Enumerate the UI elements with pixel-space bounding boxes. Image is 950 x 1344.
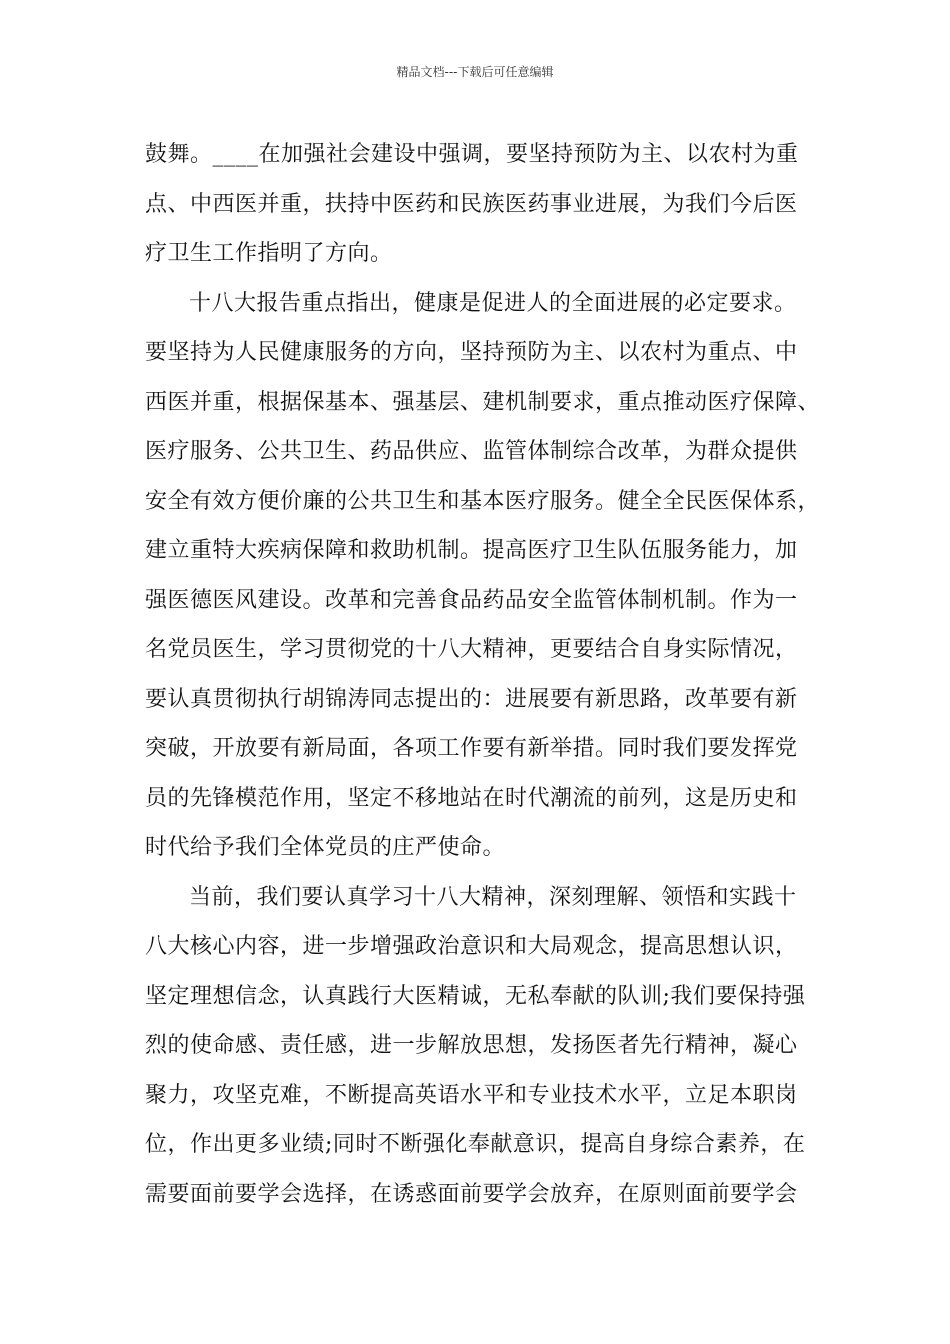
text-line: 要认真贯彻执行胡锦涛同志提出的：进展要有新思路，改革要有新	[145, 686, 798, 712]
text-line: 建立重特大疾病保障和救助机制。提高医疗卫生队伍服务能力，加	[145, 538, 798, 563]
text-line: 坚定理想信念，认真践行大医精诚，无私奉献的队训;我们要保持强	[145, 983, 806, 1009]
paragraph-1	[145, 130, 825, 279]
paragraph-2	[145, 279, 825, 873]
text-line: 十八大报告重点指出，健康是促进人的全面进展的必定要求。	[189, 290, 797, 316]
text-line: 西医并重，根据保基本、强基层、建机制要求，重点推动医疗保障、	[145, 389, 821, 415]
text-line: 员的先锋模范作用，坚定不移地站在时代潮流的前列，这是历史和	[145, 785, 798, 811]
text-line: 聚力，攻坚克难，不断提高英语水平和专业技术水平，立足本职岗	[145, 1082, 798, 1108]
text-line: 需要面前要学会选择，在诱惑面前要学会放弃，在原则面前要学会	[145, 1181, 798, 1207]
text-line: 烈的使命感、责任感，进一步解放思想，发扬医者先行精神，凝心	[145, 1033, 798, 1058]
text-line: 八大核心内容，进一步增强政治意识和大局观念，提高思想认识，	[145, 934, 798, 959]
text-line: 名党员医生，学习贯彻党的十八大精神，更要结合自身实际情况，	[145, 637, 798, 662]
text-line: 当前，我们要认真学习十八大精神，深刻理解、领悟和实践十	[189, 884, 797, 910]
text-line: 强医德医风建设。改革和完善食品药品安全监管体制机制。作为一	[145, 587, 798, 613]
page-header: 精品文档---下载后可任意编辑	[396, 65, 554, 79]
text-line: 疗卫生工作指明了方向。	[145, 241, 393, 266]
document-body	[145, 130, 825, 1219]
text-line: 点、中西医并重，扶持中医药和民族医药事业进展，为我们今后医	[145, 191, 798, 217]
text-line: 要坚持为人民健康服务的方向，坚持预防为主、以农村为重点、中	[145, 340, 798, 365]
paragraph-3	[145, 873, 825, 1220]
text-line: 医疗服务、公共卫生、药品供应、监管体制综合改革，为群众提供	[145, 439, 798, 464]
text-line: 突破，开放要有新局面，各项工作要有新举措。同时我们要发挥党	[145, 736, 798, 761]
text-line: 时代给予我们全体党员的庄严使命。	[145, 835, 506, 860]
text-line: 安全有效方便价廉的公共卫生和基本医疗服务。健全全民医保体系，	[145, 488, 821, 514]
text-line: 位，作出更多业绩;同时不断强化奉献意识，提高自身综合素养，在	[145, 1132, 806, 1157]
text-line: 鼓舞。____在加强社会建设中强调，要坚持预防为主、以农村为重	[145, 142, 799, 167]
